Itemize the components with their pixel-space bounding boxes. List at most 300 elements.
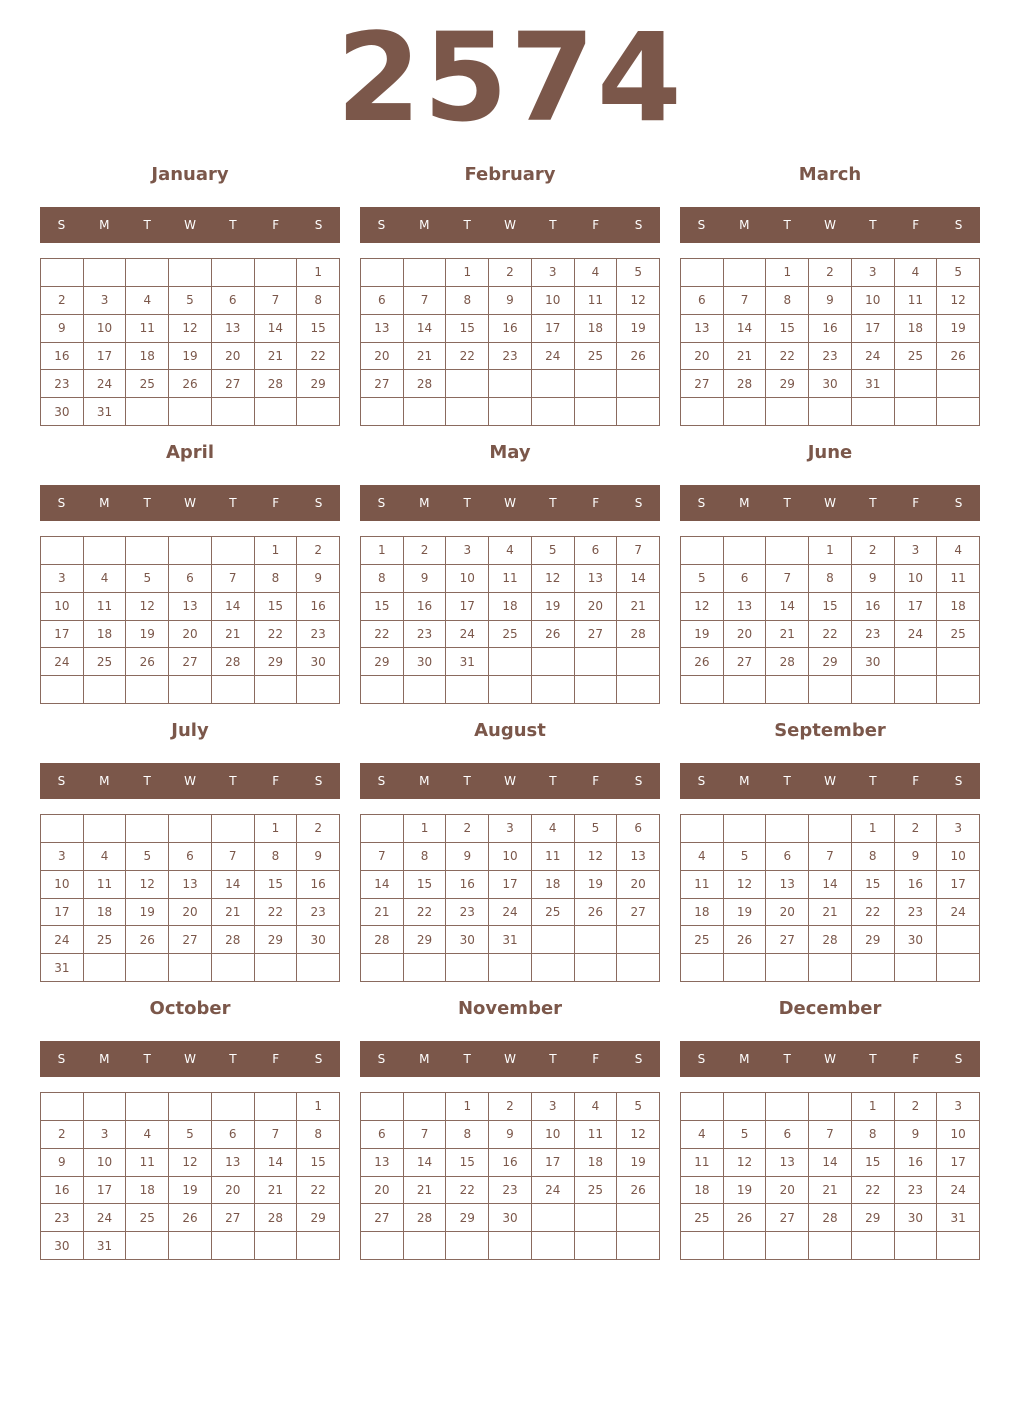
- day-cell: 17: [852, 315, 895, 343]
- empty-cell: [297, 954, 340, 982]
- day-cell: 8: [361, 565, 404, 593]
- weekday-label: F: [592, 1052, 600, 1066]
- empty-cell: [532, 398, 575, 426]
- day-cell: 24: [41, 648, 84, 676]
- month-name: February: [464, 164, 556, 185]
- day-cell: 15: [361, 593, 404, 621]
- weekday-header: [360, 207, 660, 243]
- day-cell: 9: [809, 287, 852, 315]
- weekday-label: S: [697, 774, 706, 788]
- day-cell: 18: [84, 621, 127, 649]
- empty-cell: [575, 954, 618, 982]
- day-cell: 14: [809, 1149, 852, 1177]
- day-cell: 6: [575, 537, 618, 565]
- day-cell: 29: [809, 648, 852, 676]
- day-cell: 19: [575, 871, 618, 899]
- day-cell: 25: [126, 1204, 169, 1232]
- empty-cell: [126, 1232, 169, 1260]
- day-cell: 20: [361, 343, 404, 371]
- day-cell: 11: [489, 565, 532, 593]
- weekday-label: F: [912, 218, 920, 232]
- day-cell: 19: [169, 1177, 212, 1205]
- weekday-label: W: [824, 496, 836, 510]
- day-cell: 21: [255, 343, 298, 371]
- day-cell: 27: [617, 899, 660, 927]
- day-cell: 19: [724, 899, 767, 927]
- empty-cell: [895, 398, 938, 426]
- weekday-label: M: [419, 496, 430, 510]
- empty-cell: [895, 676, 938, 704]
- day-cell: 27: [169, 648, 212, 676]
- empty-cell: [361, 676, 404, 704]
- weekday-label: S: [57, 1052, 66, 1066]
- day-cell: 16: [489, 1149, 532, 1177]
- day-cell: 14: [809, 871, 852, 899]
- empty-cell: [937, 398, 980, 426]
- empty-cell: [489, 1232, 532, 1260]
- day-cell: 7: [809, 1121, 852, 1149]
- empty-cell: [532, 648, 575, 676]
- day-cell: 22: [297, 1177, 340, 1205]
- day-cell: 8: [297, 287, 340, 315]
- day-cell: 10: [41, 871, 84, 899]
- day-cell: 23: [297, 899, 340, 927]
- day-cell: 14: [404, 315, 447, 343]
- day-cell: 4: [84, 565, 127, 593]
- day-cell: 31: [41, 954, 84, 982]
- day-cell: 13: [681, 315, 724, 343]
- day-cell: 17: [895, 593, 938, 621]
- empty-cell: [852, 676, 895, 704]
- weekday-label: S: [697, 1052, 706, 1066]
- day-cell: 10: [937, 843, 980, 871]
- day-cell: 15: [852, 871, 895, 899]
- day-cell: 26: [126, 648, 169, 676]
- day-cell: 17: [84, 1177, 127, 1205]
- day-cell: 2: [404, 537, 447, 565]
- day-cell: 6: [766, 843, 809, 871]
- empty-cell: [126, 954, 169, 982]
- day-cell: 11: [532, 843, 575, 871]
- day-cell: 3: [852, 259, 895, 287]
- empty-cell: [681, 537, 724, 565]
- weekday-label: W: [824, 774, 836, 788]
- weekday-label: W: [184, 218, 196, 232]
- empty-cell: [212, 1232, 255, 1260]
- day-cell: 13: [766, 871, 809, 899]
- day-cell: 10: [84, 1149, 127, 1177]
- empty-cell: [681, 1093, 724, 1121]
- day-cell: 22: [255, 621, 298, 649]
- day-cell: 23: [297, 621, 340, 649]
- day-cell: 27: [681, 370, 724, 398]
- empty-cell: [766, 954, 809, 982]
- day-cell: 26: [617, 343, 660, 371]
- empty-cell: [937, 370, 980, 398]
- day-cell: 6: [681, 287, 724, 315]
- day-cell: 13: [575, 565, 618, 593]
- empty-cell: [489, 648, 532, 676]
- day-cell: 28: [212, 648, 255, 676]
- day-cell: 21: [724, 343, 767, 371]
- empty-cell: [575, 398, 618, 426]
- day-cell: 29: [297, 370, 340, 398]
- weekday-label: W: [504, 774, 516, 788]
- day-cell: 24: [937, 1177, 980, 1205]
- day-cell: 13: [766, 1149, 809, 1177]
- day-cell: 21: [255, 1177, 298, 1205]
- day-cell: 26: [617, 1177, 660, 1205]
- day-cell: 1: [446, 1093, 489, 1121]
- day-cell: 24: [41, 926, 84, 954]
- day-cell: 24: [852, 343, 895, 371]
- day-cell: 23: [489, 343, 532, 371]
- day-cell: 13: [212, 315, 255, 343]
- empty-cell: [84, 676, 127, 704]
- day-cell: 4: [84, 843, 127, 871]
- day-cell: 23: [41, 370, 84, 398]
- empty-cell: [532, 676, 575, 704]
- day-cell: 9: [446, 843, 489, 871]
- weekday-label: M: [99, 1052, 110, 1066]
- weekday-label: S: [57, 774, 66, 788]
- day-cell: 7: [255, 287, 298, 315]
- empty-cell: [532, 1232, 575, 1260]
- day-cell: 2: [297, 815, 340, 843]
- weekday-label: M: [99, 496, 110, 510]
- day-cell: 16: [446, 871, 489, 899]
- day-cell: 8: [255, 565, 298, 593]
- weekday-label: T: [229, 774, 237, 788]
- day-cell: 23: [852, 621, 895, 649]
- day-cell: 7: [361, 843, 404, 871]
- day-cell: 13: [212, 1149, 255, 1177]
- weekday-label: T: [783, 496, 791, 510]
- day-cell: 29: [361, 648, 404, 676]
- empty-cell: [852, 398, 895, 426]
- weekday-header: [680, 485, 980, 521]
- empty-cell: [489, 676, 532, 704]
- empty-cell: [126, 537, 169, 565]
- day-cell: 30: [852, 648, 895, 676]
- empty-cell: [681, 398, 724, 426]
- day-cell: 4: [895, 259, 938, 287]
- day-cell: 12: [169, 315, 212, 343]
- day-cell: 5: [681, 565, 724, 593]
- empty-cell: [169, 954, 212, 982]
- weekday-label: T: [143, 496, 151, 510]
- day-cell: 25: [532, 899, 575, 927]
- day-cell: 11: [84, 871, 127, 899]
- day-cell: 20: [575, 593, 618, 621]
- weekday-label: S: [377, 496, 386, 510]
- day-cell: 2: [297, 537, 340, 565]
- month-name: October: [149, 998, 231, 1019]
- weekday-header: [680, 763, 980, 799]
- weekday-header: [40, 207, 340, 243]
- day-cell: 5: [617, 259, 660, 287]
- weekday-label: M: [739, 496, 750, 510]
- empty-cell: [724, 398, 767, 426]
- day-cell: 11: [681, 1149, 724, 1177]
- day-cell: 22: [852, 899, 895, 927]
- day-cell: 2: [895, 1093, 938, 1121]
- day-cell: 21: [809, 1177, 852, 1205]
- day-cell: 23: [895, 899, 938, 927]
- day-cell: 25: [895, 343, 938, 371]
- day-cell: 9: [297, 843, 340, 871]
- weekday-label: S: [57, 496, 66, 510]
- day-cell: 12: [126, 871, 169, 899]
- day-cell: 30: [41, 398, 84, 426]
- weekday-label: T: [549, 496, 557, 510]
- day-cell: 25: [575, 1177, 618, 1205]
- day-cell: 25: [489, 621, 532, 649]
- day-cell: 31: [84, 398, 127, 426]
- day-cell: 14: [617, 565, 660, 593]
- day-cell: 10: [532, 1121, 575, 1149]
- day-cell: 14: [212, 871, 255, 899]
- day-cell: 18: [681, 899, 724, 927]
- weekday-label: M: [739, 218, 750, 232]
- empty-cell: [852, 1232, 895, 1260]
- weekday-label: S: [314, 218, 323, 232]
- weekday-label: S: [954, 1052, 963, 1066]
- day-cell: 4: [489, 537, 532, 565]
- empty-cell: [489, 370, 532, 398]
- day-cell: 29: [404, 926, 447, 954]
- weekday-label: F: [272, 1052, 280, 1066]
- day-cell: 18: [575, 1149, 618, 1177]
- day-grid: [40, 536, 340, 704]
- day-cell: 1: [852, 1093, 895, 1121]
- day-cell: 12: [937, 287, 980, 315]
- day-cell: 28: [617, 621, 660, 649]
- day-cell: 2: [489, 1093, 532, 1121]
- day-cell: 11: [84, 593, 127, 621]
- day-grid: [680, 1092, 980, 1260]
- day-cell: 17: [41, 621, 84, 649]
- day-cell: 15: [255, 871, 298, 899]
- day-cell: 20: [617, 871, 660, 899]
- day-cell: 2: [41, 287, 84, 315]
- weekday-label: M: [739, 1052, 750, 1066]
- weekday-label: T: [143, 218, 151, 232]
- empty-cell: [681, 815, 724, 843]
- day-cell: 15: [297, 1149, 340, 1177]
- day-cell: 2: [895, 815, 938, 843]
- day-cell: 11: [126, 1149, 169, 1177]
- day-cell: 6: [766, 1121, 809, 1149]
- day-cell: 24: [532, 1177, 575, 1205]
- day-cell: 14: [361, 871, 404, 899]
- day-cell: 28: [255, 1204, 298, 1232]
- empty-cell: [361, 259, 404, 287]
- empty-cell: [169, 676, 212, 704]
- day-cell: 27: [766, 1204, 809, 1232]
- day-cell: 18: [895, 315, 938, 343]
- empty-cell: [617, 1232, 660, 1260]
- day-cell: 27: [361, 1204, 404, 1232]
- day-cell: 30: [297, 648, 340, 676]
- empty-cell: [617, 370, 660, 398]
- day-cell: 16: [852, 593, 895, 621]
- empty-cell: [361, 398, 404, 426]
- day-cell: 18: [937, 593, 980, 621]
- day-cell: 15: [297, 315, 340, 343]
- empty-cell: [169, 1232, 212, 1260]
- day-cell: 21: [766, 621, 809, 649]
- empty-cell: [724, 676, 767, 704]
- day-cell: 3: [937, 1093, 980, 1121]
- day-cell: 10: [489, 843, 532, 871]
- day-cell: 4: [126, 287, 169, 315]
- day-cell: 2: [809, 259, 852, 287]
- day-cell: 8: [446, 287, 489, 315]
- weekday-label: T: [869, 774, 877, 788]
- weekday-header: [360, 485, 660, 521]
- empty-cell: [84, 954, 127, 982]
- day-cell: 1: [446, 259, 489, 287]
- day-cell: 3: [446, 537, 489, 565]
- day-cell: 22: [446, 343, 489, 371]
- empty-cell: [297, 676, 340, 704]
- day-cell: 6: [724, 565, 767, 593]
- day-cell: 25: [84, 648, 127, 676]
- weekday-header: [360, 1041, 660, 1077]
- day-cell: 11: [895, 287, 938, 315]
- day-cell: 21: [212, 899, 255, 927]
- empty-cell: [724, 1232, 767, 1260]
- day-cell: 29: [446, 1204, 489, 1232]
- day-cell: 7: [617, 537, 660, 565]
- empty-cell: [489, 954, 532, 982]
- day-cell: 3: [532, 1093, 575, 1121]
- day-cell: 30: [404, 648, 447, 676]
- weekday-header: [360, 763, 660, 799]
- day-cell: 18: [681, 1177, 724, 1205]
- weekday-label: M: [99, 218, 110, 232]
- empty-cell: [361, 1093, 404, 1121]
- day-cell: 27: [724, 648, 767, 676]
- empty-cell: [724, 954, 767, 982]
- day-cell: 20: [766, 899, 809, 927]
- day-cell: 1: [297, 1093, 340, 1121]
- day-cell: 6: [212, 287, 255, 315]
- day-cell: 31: [489, 926, 532, 954]
- day-cell: 6: [617, 815, 660, 843]
- day-cell: 5: [575, 815, 618, 843]
- day-cell: 27: [212, 370, 255, 398]
- day-cell: 1: [255, 815, 298, 843]
- day-cell: 27: [169, 926, 212, 954]
- day-cell: 21: [361, 899, 404, 927]
- day-cell: 27: [766, 926, 809, 954]
- empty-cell: [617, 648, 660, 676]
- empty-cell: [169, 398, 212, 426]
- empty-cell: [446, 370, 489, 398]
- day-cell: 9: [895, 1121, 938, 1149]
- empty-cell: [126, 676, 169, 704]
- day-cell: 3: [489, 815, 532, 843]
- day-cell: 28: [212, 926, 255, 954]
- day-cell: 28: [404, 1204, 447, 1232]
- day-cell: 30: [489, 1204, 532, 1232]
- empty-cell: [681, 259, 724, 287]
- empty-cell: [809, 815, 852, 843]
- day-grid: [360, 536, 660, 704]
- empty-cell: [255, 954, 298, 982]
- day-cell: 19: [937, 315, 980, 343]
- day-cell: 8: [404, 843, 447, 871]
- day-cell: 25: [575, 343, 618, 371]
- day-cell: 14: [255, 315, 298, 343]
- day-cell: 19: [532, 593, 575, 621]
- weekday-label: S: [954, 218, 963, 232]
- weekday-label: F: [592, 218, 600, 232]
- day-cell: 20: [766, 1177, 809, 1205]
- day-cell: 17: [41, 899, 84, 927]
- month-name: July: [171, 720, 209, 741]
- day-cell: 15: [446, 1149, 489, 1177]
- empty-cell: [895, 648, 938, 676]
- empty-cell: [404, 954, 447, 982]
- day-cell: 12: [126, 593, 169, 621]
- day-cell: 11: [575, 1121, 618, 1149]
- day-cell: 15: [809, 593, 852, 621]
- day-cell: 15: [446, 315, 489, 343]
- empty-cell: [297, 398, 340, 426]
- empty-cell: [766, 398, 809, 426]
- day-cell: 25: [681, 1204, 724, 1232]
- day-cell: 16: [41, 1177, 84, 1205]
- day-cell: 12: [575, 843, 618, 871]
- day-cell: 2: [852, 537, 895, 565]
- day-cell: 9: [297, 565, 340, 593]
- day-cell: 28: [809, 926, 852, 954]
- month-name: September: [774, 720, 886, 741]
- weekday-label: S: [377, 218, 386, 232]
- empty-cell: [937, 676, 980, 704]
- empty-cell: [446, 1232, 489, 1260]
- day-cell: 17: [937, 871, 980, 899]
- day-cell: 23: [404, 621, 447, 649]
- weekday-label: T: [783, 1052, 791, 1066]
- day-cell: 16: [297, 871, 340, 899]
- day-grid: [40, 814, 340, 982]
- empty-cell: [895, 1232, 938, 1260]
- day-cell: 28: [255, 370, 298, 398]
- weekday-label: T: [549, 1052, 557, 1066]
- day-cell: 23: [809, 343, 852, 371]
- day-cell: 14: [766, 593, 809, 621]
- weekday-label: S: [634, 496, 643, 510]
- day-cell: 18: [489, 593, 532, 621]
- day-cell: 29: [766, 370, 809, 398]
- day-cell: 9: [489, 1121, 532, 1149]
- empty-cell: [446, 954, 489, 982]
- day-cell: 31: [446, 648, 489, 676]
- empty-cell: [212, 1093, 255, 1121]
- day-cell: 22: [361, 621, 404, 649]
- empty-cell: [361, 815, 404, 843]
- day-cell: 7: [404, 1121, 447, 1149]
- empty-cell: [212, 537, 255, 565]
- weekday-label: F: [912, 1052, 920, 1066]
- empty-cell: [41, 676, 84, 704]
- empty-cell: [532, 926, 575, 954]
- day-cell: 4: [575, 1093, 618, 1121]
